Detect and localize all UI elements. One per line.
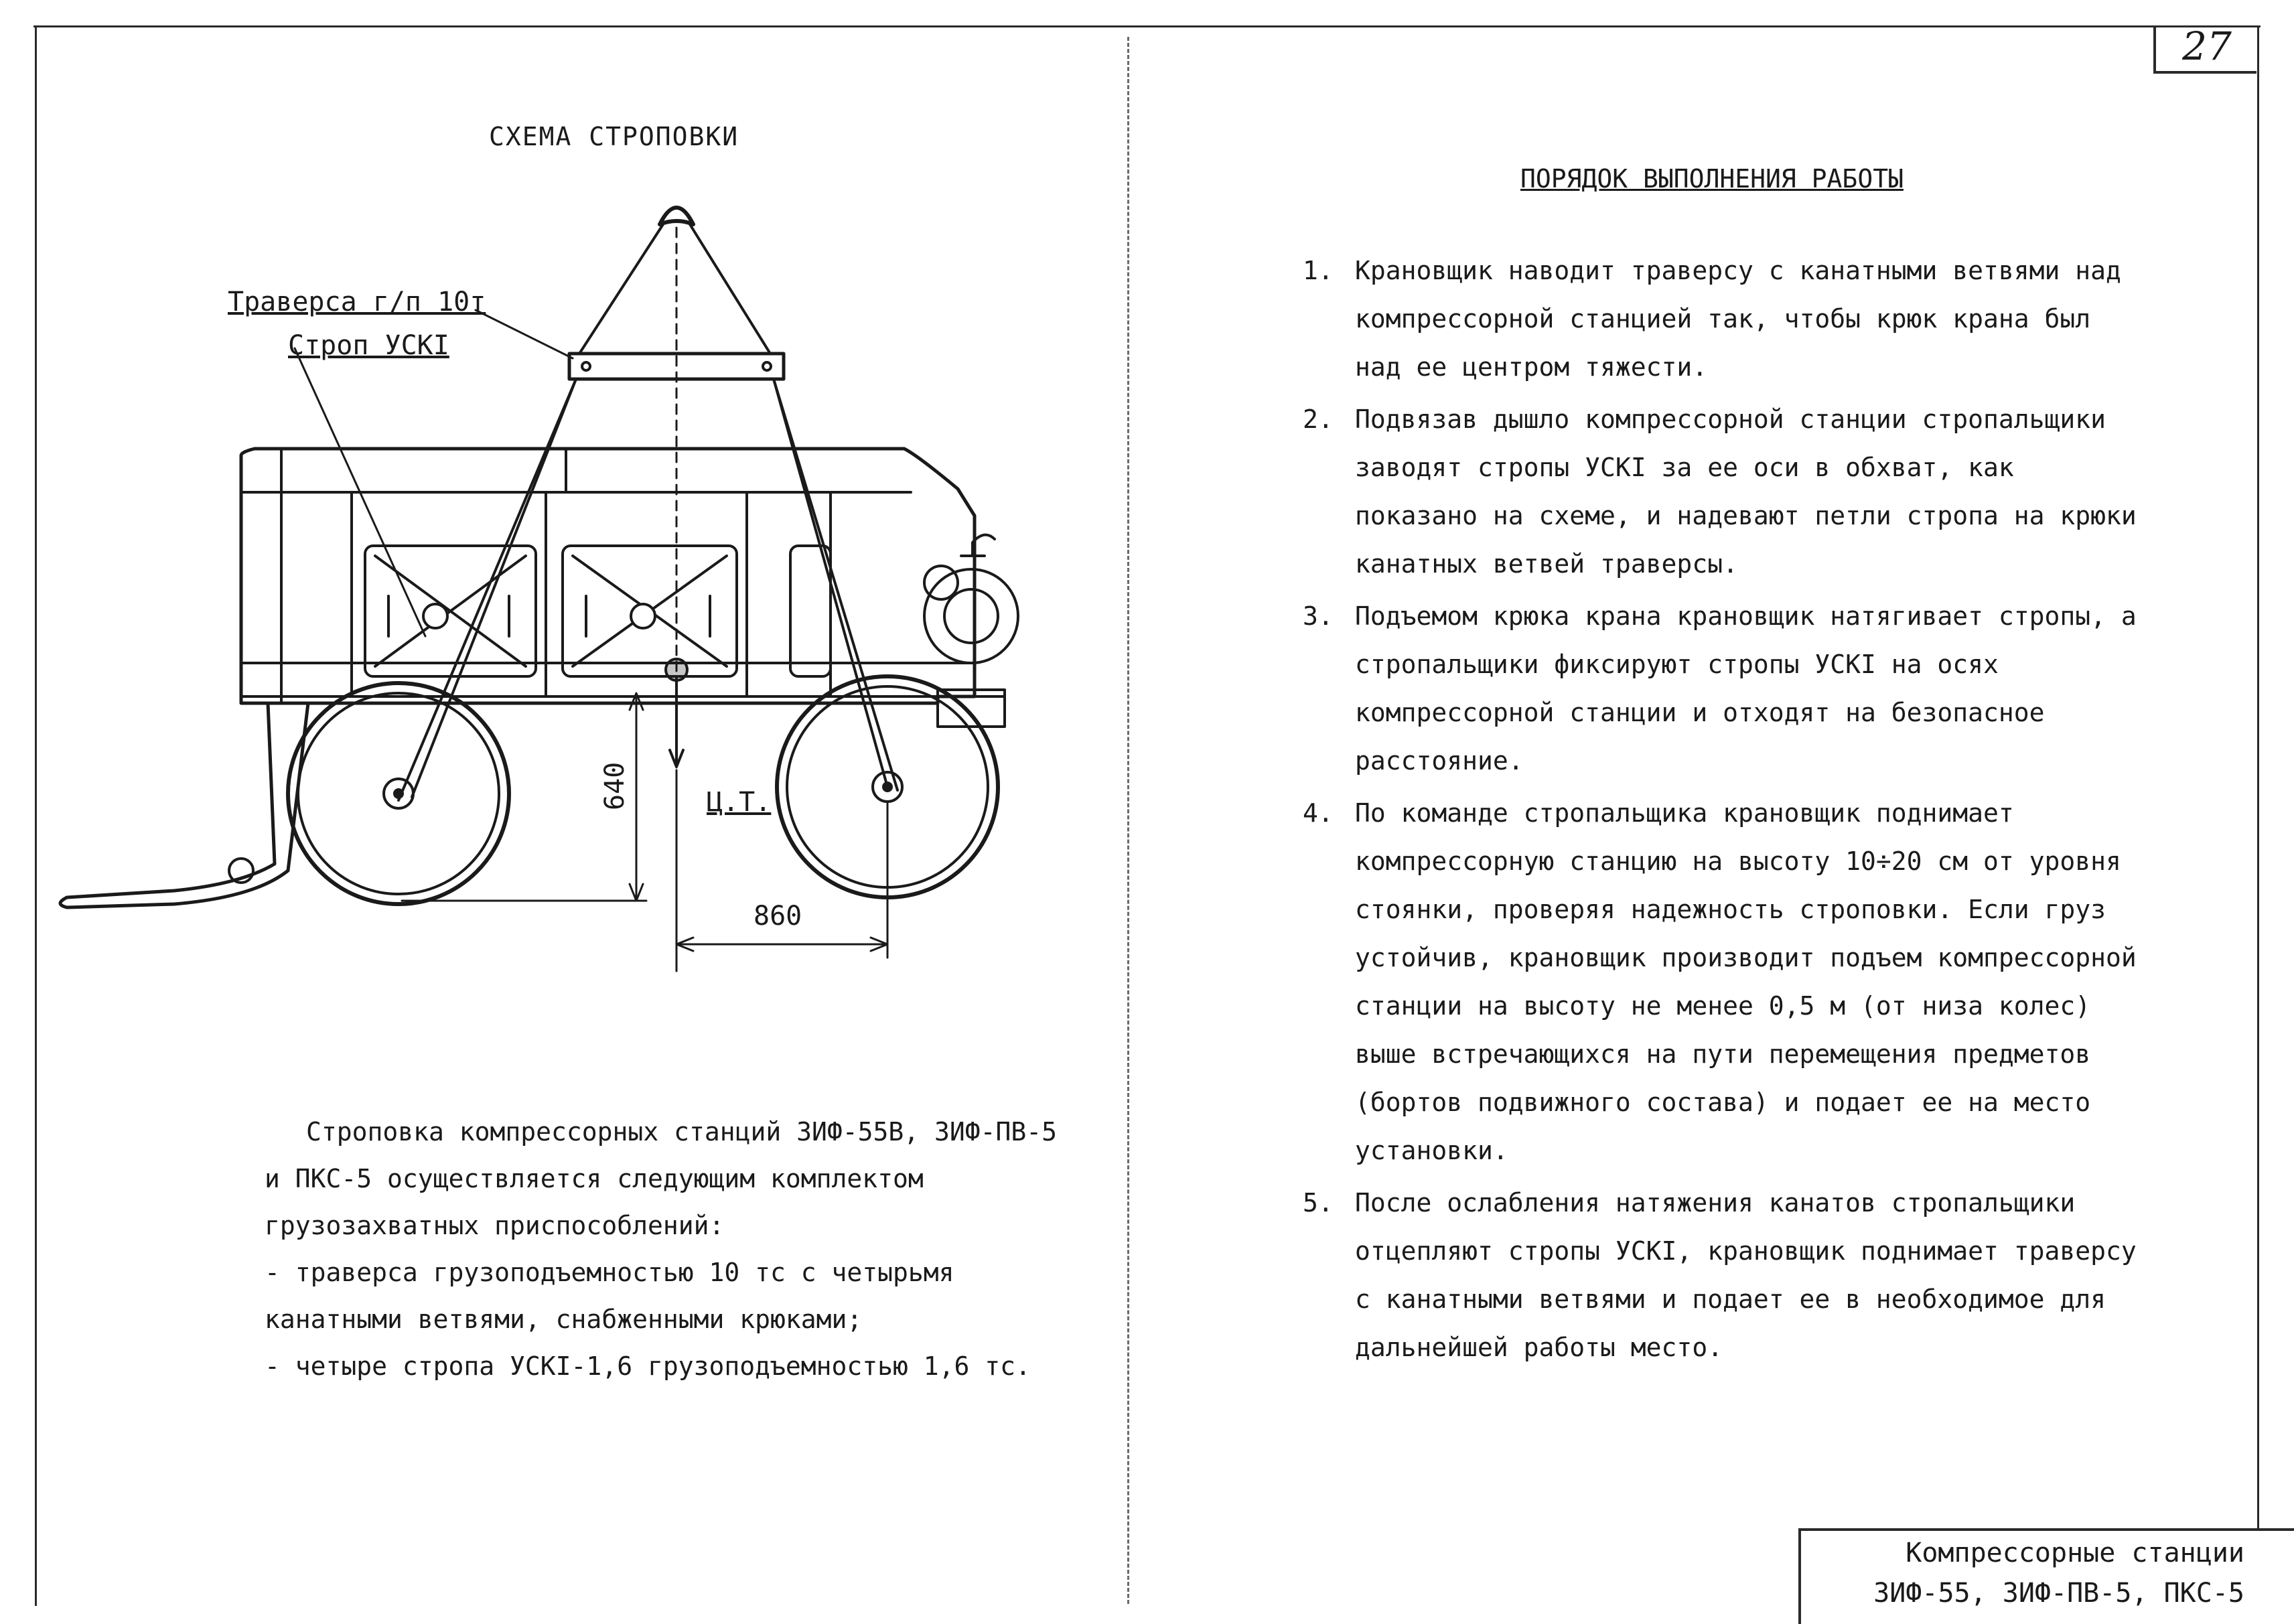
- traverse-label: Траверса г/п 10т: [228, 287, 486, 317]
- work-step: [1303, 789, 2147, 1175]
- center-of-gravity-label: Ц.Т.: [707, 787, 772, 818]
- page-fold-line: [1127, 37, 1129, 1604]
- cable-reel: [924, 569, 1018, 663]
- title-block-line-2: ЗИФ-55, ЗИФ-ПВ-5, ПКС-5: [1873, 1578, 2244, 1609]
- step-text: После ослабления натяжения канатов стропальщики отцепляют стропы УСКI, крановщик поднимает траверсу с канатными ветвями и подает ее в необходимое для дальнейшей работы место.: [1355, 1188, 2137, 1362]
- work-step: [1303, 246, 2147, 391]
- work-steps-list: [1303, 246, 2147, 1376]
- hook-eye: [660, 208, 693, 224]
- left-frame-line: [35, 25, 37, 1606]
- step-number: 2.: [1303, 404, 1334, 434]
- sling-label: Строп УСКI: [288, 330, 449, 361]
- top-frame-line: [33, 25, 2261, 27]
- step-text: Крановщик наводит траверсу с канатными ветвями над компрессорной станцией так, чтобы крюк крана был над ее центром тяжести.: [1355, 256, 2121, 382]
- step-number: 1.: [1303, 256, 1334, 285]
- drawbar: [60, 703, 308, 907]
- step-text: Подъемом крюка крана крановщик натягивает стропы, а стропальщики фиксируют стропы УСКI на осях компрессорной станции и отходят на безопасное расстояние.: [1355, 601, 2137, 776]
- title-block: [1798, 1528, 2294, 1624]
- step-text: Подвязав дышло компрессорной станции стропальщики заводят стропы УСКI за ее оси в обхват, как показано на схеме, и надевают петли стропа на крюки канатных ветвей траверсы.: [1355, 404, 2137, 579]
- description-item-traverse: - траверса грузоподъемностью 10 тс с четырьмя канатными ветвями, снабженными крюками;: [265, 1258, 954, 1334]
- description-item-slings: - четыре стропа УСКI-1,6 грузоподъемностью 1,6 тс.: [265, 1351, 1031, 1381]
- dimension-860: 860: [754, 901, 802, 932]
- page-number: 27: [2182, 23, 2232, 69]
- work-step: [1303, 592, 2147, 785]
- step-number: 3.: [1303, 601, 1334, 631]
- slinging-diagram: [40, 181, 1058, 984]
- sling-right: [690, 224, 770, 354]
- traverse-leader: [476, 310, 573, 358]
- work-step: [1303, 1179, 2147, 1372]
- slinging-description: [265, 1108, 1068, 1390]
- dimension-640: 640: [599, 761, 630, 810]
- title-block-line-1: Компрессорные станции: [1906, 1538, 2244, 1568]
- step-number: 4.: [1303, 798, 1334, 828]
- diagram-title: СХЕМА СТРОПОВКИ: [489, 122, 739, 151]
- sling-left: [579, 224, 663, 354]
- step-number: 5.: [1303, 1188, 1334, 1217]
- description-paragraph: Строповка компрессорных станций ЗИФ-55В, ЗИФ-ПВ-5 и ПКС-5 осуществляется следующим комплектом грузозахватных приспособлений:: [265, 1117, 1058, 1240]
- right-frame-line: [2257, 27, 2259, 1528]
- work-step: [1303, 395, 2147, 588]
- section-title: ПОРЯДОК ВЫПОЛНЕНИЯ РАБОТЫ: [1520, 164, 1904, 194]
- sling-to-front-axle: [399, 379, 576, 800]
- step-text: По команде стропальщика крановщик поднимает компрессорную станцию на высоту 10÷20 см от уровня стоянки, проверяя надежность строповки. Если груз устойчив, крановщик производит подъем компрессорной станции на высоту не менее 0,5 м (от низа колес) выше встречающихся на пути перемещения предметов (бортов подвижного состава) и подает ее на место установки.: [1355, 798, 2137, 1165]
